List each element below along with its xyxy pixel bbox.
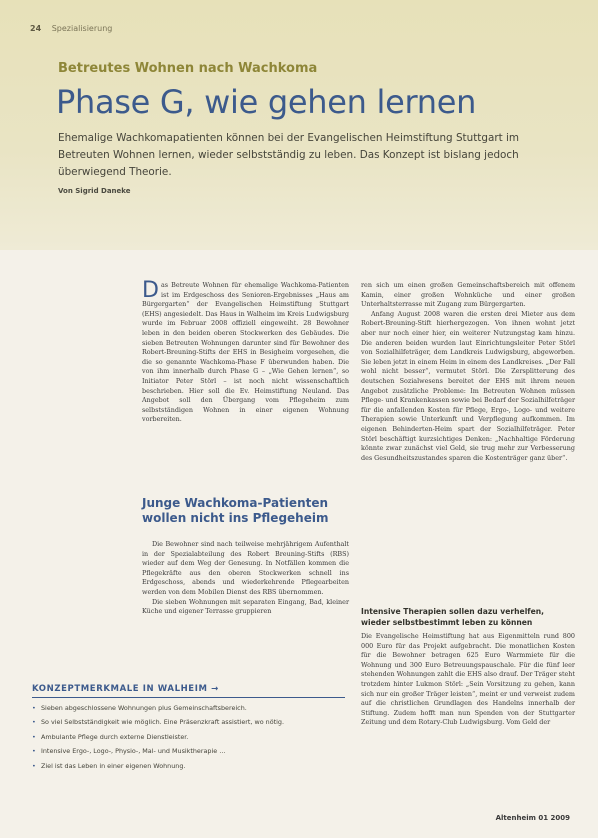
body-paragraph: as Betreute Wohnen für ehemalige Wachkoma-Patienten ist im Erdgeschoss des Senioren-Ergebnisses „Haus am Bürgergarten“ der Evangelischen Heimstiftung Stuttgart (EHS) angesiedelt. Das Haus in Walheim im Kreis Ludwigsburg wurde im Februar 2008 offiziell eingeweiht. 28 Bewohner leben in den beiden oberen Stockwerken des Gebäudes. Die sieben Betreuten Wohnungen darunter sind für Bewohner des Robert-Breuning-Stifts der EHS in Besigheim vorgesehen, die die so genannte Wachkoma-Phase F überwunden haben. Die von ihm innerhalb durch Phase G – „Wie Gehen lernen“, so Initiator Peter Störl – ist noch nicht wissenschaftlich beschrieben. Hier soll die Ev. Heimstiftung Neuland. Das Angebot soll den Übergang vom Pflegeheim zum selbstständigen Wohnen in einer eigenen Wohnung vorbereiten. [142, 281, 349, 424]
list-item-text: Sieben abgeschlossene Wohnungen plus Gemeinschaftsbereich. [41, 704, 247, 712]
bullet-icon: • [32, 704, 36, 712]
body-column-2 [361, 281, 575, 463]
header-band [0, 0, 598, 250]
body-paragraph: ren sich um einen großen Gemeinschaftsbereich mit offenem Kamin, einer großen Wohnküche und einer großen Unterhaltsterrasse mit Zugang zum Bürgergarten. [361, 281, 575, 309]
subheading-1: Junge Wachkoma-Patienten wollen nicht ins Pflegeheim [142, 496, 329, 525]
bullet-icon: • [32, 747, 36, 756]
bullet-icon: • [32, 732, 36, 741]
article-kicker: Betreutes Wohnen nach Wachkoma [58, 61, 318, 76]
article-headline: Phase G, wie gehen lernen [56, 83, 477, 121]
article-byline: Von Sigrid Daneke [58, 187, 131, 195]
list-item [32, 733, 345, 741]
list-item-text: Intensive Ergo-, Logo-, Physio-, Mal- und Musiktherapie … [41, 747, 226, 756]
bullet-icon: • [32, 718, 36, 727]
running-header [30, 24, 112, 33]
body-paragraph: Die Evangelische Heimstiftung hat aus Eigenmitteln rund 800 000 Euro für das Projekt aufgebracht. Die monatlichen Kosten für die Bewohner betragen 625 Euro Warmmiete für die Wohnung und 300 Euro Betreuungspauschale. Für die fünf leer stehenden Wohnungen zahlt die EHS also drauf. Der Träger steht trotzdem hinter Lukmon Störl: „Sein Vorsitzung zu gehen, kann sich nur ein großer Träger leisten“, meint er und verweist zudem auf die christlichen Grundlagen des Handelns innerhalb der Stiftung. Zudem hofft man nun Spenden von der Stuttgarter Zeitung und dem Rotary-Club Ludwigsburg. Vom Geld der [361, 632, 575, 727]
article-lead: Ehemalige Wachkomapatienten können bei der Evangelischen Heimstiftung Stuttgart im Betreuten Wohnen lernen, wieder selbstständig zu leben. Das Konzept ist bislang jedoch überwiegend Theorie. [58, 132, 519, 178]
subheading-2: Intensive Therapien sollen dazu verhelfen, wieder selbstbestimmt leben zu können [361, 607, 545, 627]
box-title: KONZEPTMERKMALE IN WALHEIM → [32, 684, 345, 698]
issue-footer: Altenheim 01 2009 [495, 814, 570, 822]
list-item-text: Ziel ist das Leben in einer eigenen Wohnung. [41, 761, 186, 770]
body-column-2-lower [361, 632, 575, 728]
body-paragraph: Die sieben Wohnungen mit separaten Eingang, Bad, kleiner Küche und eigener Terrasse gruppieren [142, 597, 349, 616]
list-item [32, 718, 345, 726]
body-column-1-lower [142, 540, 349, 617]
section-name: Spezialisierung [51, 24, 113, 33]
body-column-1 [142, 278, 349, 425]
list-item [32, 747, 345, 755]
list-item [32, 704, 345, 712]
feature-list [32, 704, 345, 770]
concept-features-box [32, 684, 345, 776]
page-number: 24 [30, 24, 42, 33]
bullet-icon: • [32, 761, 36, 770]
list-item-text: So viel Selbstständigkeit wie möglich. Eine Präsenzkraft assistiert, wo nötig. [41, 718, 284, 727]
body-paragraph: Anfang August 2008 waren die ersten drei Mieter aus dem Robert-Breuning-Stift hierhergezogen. Von ihnen wohnt jetzt aber nur noch einer hier, ein weiterer Nutzungstag kam hinzu. Die anderen beiden wurden laut Einrichtungsleiter Peter Störl von Sozialhilfeträger, dem Landkreis Ludwigsburg, abgeworben. Sie leben jetzt in einem Heim in einem des Landkreises. „Der Fall wohl nicht besser“, vermutet Störl. Die Zersplitterung des deutschen Sozialwesens bereitet der EHS mit ihrem neuen Angebot zusätzliche Probleme: Im Betreuten Wohnen müssen Pflege- und Krankenkassen sowie bei Bedarf der Sozialhilfeträger für die anfallenden Kosten für Pflege, Ergo-, Logo- und weitere Therapien sowie Unterkunft und Verpflegung aufkommen. Im eigenen Behinderten-Heim spart der Sozialhilfeträger. Peter Störl beschäftigt kurzsichtiges Denken: „Nachhaltige Förderung könnte zwar zunächst viel Geld, sie trug mehr zur Verbesserung des Gesundheitszustandes sparen die Kostenträger ganz über“. [361, 309, 575, 462]
list-item [32, 762, 345, 770]
list-item-text: Ambulante Pflege durch externe Dienstleister. [41, 732, 189, 741]
body-paragraph: Die Bewohner sind nach teilweise mehrjährigem Aufenthalt in der Spezialabteilung des Robert Breuning-Stifts (RBS) wieder auf dem Weg der Genesung. In Notfällen kommen die Pflegekräfte aus den oberen Stockwerken schnell ins Erdgeschoss, abends und wiederkehrende Pflegearbeiten werden von dem Mobilen Dienst des RBS übernommen. [142, 540, 349, 596]
drop-cap: D [142, 278, 159, 303]
